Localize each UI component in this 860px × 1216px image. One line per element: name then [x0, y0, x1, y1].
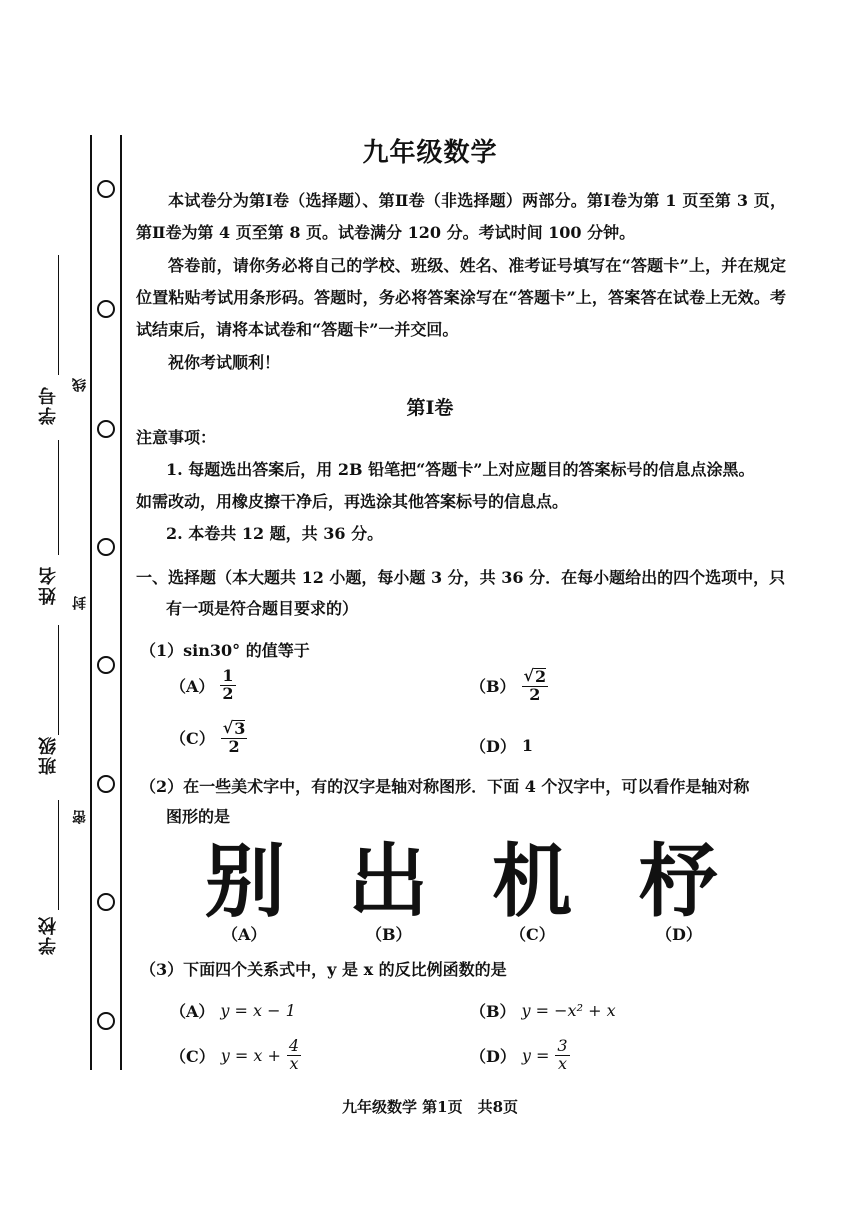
notes-item-1-continued: 如需改动，用橡皮擦干净后，再选涂其他答案标号的信息点。 [136, 492, 569, 511]
denominator: 2 [222, 683, 234, 703]
denominator: x [558, 1053, 568, 1073]
punch-hole [97, 420, 115, 438]
option-value: 1 [521, 736, 534, 755]
part1-heading: 一、选择题（本大题共 12 小题，每小题 3 分，共 36 分．在每小题给出的四个选项中，只 [136, 568, 786, 587]
fraction [220, 668, 235, 703]
exam-title: 九年级数学 [362, 138, 498, 168]
punch-hole [97, 893, 115, 911]
part1-heading-continued: 有一项是符合题目要求的） [166, 599, 359, 618]
option-expression: y = x − 1 [220, 1001, 296, 1020]
seal-mark-secret: 密 [72, 810, 88, 824]
option-label: （D） [470, 737, 516, 756]
question-1-stem: （1）sin30° 的值等于 [140, 641, 310, 660]
question-1-option-d[interactable] [470, 734, 533, 757]
punch-hole [97, 180, 115, 198]
question-1-option-c[interactable] [170, 720, 247, 756]
option-label: （C） [170, 729, 215, 749]
radicand: 2 [535, 667, 547, 686]
question-2-stem-continued: 图形的是 [166, 807, 231, 826]
student-id-blank[interactable] [58, 255, 59, 375]
question-3-option-d[interactable] [470, 1038, 570, 1073]
option-label: （C） [170, 1046, 215, 1066]
glyph-caption-c: （C） [510, 925, 555, 944]
binding-line-outer [90, 135, 92, 1070]
numerator [522, 668, 549, 687]
fraction [522, 668, 549, 704]
glyph-caption-a: （A） [222, 925, 267, 944]
option-expression: y = x + [220, 1045, 281, 1065]
class-blank[interactable] [58, 625, 59, 735]
fraction [221, 720, 248, 756]
question-1-option-a[interactable] [170, 668, 236, 703]
option-label: （A） [170, 676, 215, 696]
option-glyph-c[interactable]: 机 [492, 835, 572, 928]
punch-hole [97, 656, 115, 674]
numerator: 4 [288, 1036, 300, 1055]
school-blank[interactable] [58, 800, 59, 910]
seal-mark-seal: 封 [72, 596, 88, 610]
sqrt-sign: √ 3 [222, 718, 246, 738]
page-footer: 九年级数学 第1页 共8页 [341, 1098, 519, 1116]
notes-heading: 注意事项： [136, 428, 217, 447]
notes-item-1: 1. 每题选出答案后，用 2B 铅笔把“答题卡”上对应题目的答案标号的信息点涂黑。 [166, 460, 755, 479]
numerator: 3 [557, 1036, 568, 1055]
seal-mark-line: 线 [72, 378, 88, 392]
punch-hole [97, 1012, 115, 1030]
option-label: （B） [470, 677, 516, 697]
denominator: x [289, 1053, 299, 1073]
intro-paragraph-3: 祝你考试顺利！ [168, 353, 281, 372]
option-glyph-b[interactable]: 出 [348, 835, 428, 928]
option-glyph-a[interactable]: 别 [205, 835, 285, 928]
option-expression: y = −x² + x [521, 1001, 616, 1020]
student-id-label: 学号 [38, 385, 59, 425]
option-label: （D） [470, 1046, 516, 1066]
denominator: 2 [529, 684, 541, 704]
question-2-stem: （2）在一些美术字中，有的汉字是轴对称图形．下面 4 个汉字中，可以看作是轴对称 [140, 777, 750, 796]
punch-hole [97, 775, 115, 793]
name-blank[interactable] [58, 440, 59, 555]
radicand: 3 [234, 719, 246, 738]
question-3-option-b[interactable] [470, 999, 616, 1022]
binding-line-inner [120, 135, 122, 1070]
glyph-caption-d: （D） [656, 925, 702, 944]
question-3-option-c[interactable] [170, 1038, 301, 1073]
section-title: 第Ⅰ卷 [406, 397, 454, 419]
fraction [287, 1038, 301, 1073]
glyph-caption-b: （B） [366, 925, 412, 944]
option-label: （A） [170, 1002, 215, 1021]
intro-paragraph-1: 本试卷分为第Ⅰ卷（选择题）、第Ⅱ卷（非选择题）两部分。第Ⅰ卷为第 1 页至第 3 页，第Ⅱ卷为第 4 页至第 8 页。试卷满分 120 分。考试时间 100 分钟。 [136, 191, 786, 242]
denominator: 2 [228, 736, 240, 756]
punch-hole [97, 538, 115, 556]
fraction [555, 1038, 569, 1073]
question-1-option-b[interactable] [470, 668, 548, 704]
question-3-option-a[interactable] [170, 999, 296, 1022]
option-expression: y = [521, 1045, 550, 1065]
notes-item-2: 2. 本卷共 12 题，共 36 分。 [166, 524, 384, 543]
sqrt-sign: √ 2 [523, 666, 547, 686]
numerator: 1 [222, 666, 234, 685]
option-label: （B） [470, 1002, 516, 1021]
name-label: 姓名 [38, 565, 59, 605]
punch-hole [97, 300, 115, 318]
option-glyph-d[interactable]: 杼 [638, 835, 718, 928]
question-3-stem: （3）下面四个关系式中，y 是 x 的反比例函数的是 [140, 960, 507, 979]
numerator [221, 720, 248, 739]
class-label: 班级 [38, 735, 59, 775]
intro-paragraph-2: 答卷前，请你务必将自己的学校、班级、姓名、准考证号填写在“答题卡”上，并在规定位置粘贴考试用条形码。答题时，务必将答案涂写在“答题卡”上，答案答在试卷上无效。考试结束后，请将本试卷和“答题卡”一并交回。 [136, 256, 786, 339]
school-label: 学校 [38, 915, 59, 955]
